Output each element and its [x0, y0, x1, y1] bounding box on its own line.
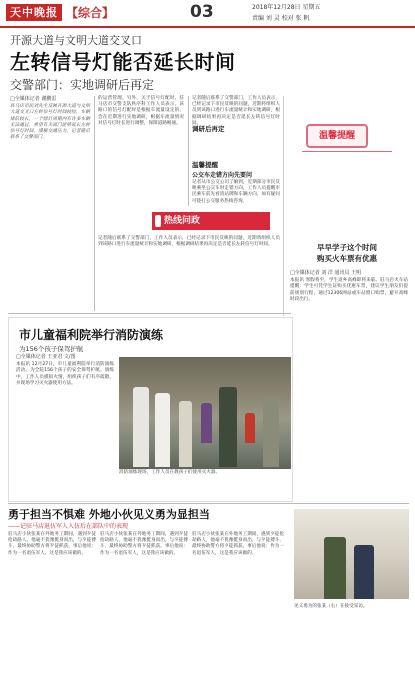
article3-text-col1: 驻马店小伙张某在外地务工期间，遇到歹徒抢劫路人，他毫不犹豫挺身而出，与歹徒搏斗，最终协助警方将歹徒抓获。事后他说：作为一名退伍军人，这是我应该做的。 [8, 532, 96, 556]
column-divider [188, 96, 189, 206]
photo-figure [133, 387, 149, 467]
lead-kicker: 开源大道与文明大道交叉口 [10, 34, 142, 47]
lead-headline: 左转信号灯能否延长时间 [10, 50, 236, 74]
lead-column-3-top: 记者随后联系了交警部门，工作人员表示，已经记录下市民反映的问题，近期将组织人员到该路口进行车流量统计和实地调研，根据调研结果再决定是否延长左转信号灯时间。 [192, 96, 280, 126]
subsection-title-1: 调研后再定 [192, 125, 225, 133]
photo-figure [179, 401, 192, 467]
page-number: 03 [190, 2, 214, 22]
photo-figure [201, 403, 212, 443]
issue-date: 2018年12月28日 星期五 [252, 4, 321, 11]
photo-figure [354, 545, 374, 599]
article3-subtitle: ——记驻马店退伍军人入伍后在部队中的表现 [8, 523, 129, 530]
volunteer-photo-caption: 见义勇为的张某（右）在接受采访。 [294, 604, 368, 609]
banner-article-text: 记者随后联系了交警部门，工作人员表示，已经记录下市民反映的问题，近期将组织人员到该路口进行车流量统计和实地调研，根据调研结果再决定是否延长左转信号灯时间。 [98, 236, 280, 248]
right-column-text [290, 270, 408, 504]
badge-rule [302, 151, 392, 152]
photo-figure [155, 393, 170, 467]
fire-extinguisher [245, 413, 255, 443]
article2-title: 市儿童福利院举行消防演练 [19, 328, 164, 342]
section-divider [8, 503, 409, 504]
right-byline: □全媒体记者 刘 洋 通讯员 王明 [290, 270, 362, 276]
staff-line: 责编 刘 灵 校对 张 帆 [252, 15, 310, 22]
photo-figure [219, 387, 237, 467]
subsection-title-3: 公交车走错方向先要问 [192, 172, 253, 179]
lead-text-1: 驻马店市民刘先生反映开源大道与文明大道交叉口左转信号灯时间较短，车辆排队较长，一个绿灯周期内有许多车辆无法通过，希望有关部门能够延长左转信号灯时间，缓解交通压力。记者随后联系了交警部门。 [10, 104, 90, 141]
article3-title: 勇于担当不惧难 外地小伙见义勇为显担当 [8, 508, 210, 521]
warning-graphic [286, 116, 408, 236]
fire-drill-caption: 消防演练现场，工作人员在教孩子们使用灭火器。 [119, 470, 221, 475]
lead-column-2: 的运营管理。另外，关于信号灯配时，驻马店市交警支队秩序科工作人员表示，该路口的信号灯配时是根据车流量设定的，会在近期进行实地调研，根据车流量情况对信号灯时长进行调整，保障道路畅通。 [98, 96, 184, 126]
photo-figure [324, 537, 346, 599]
banner-title: 热线问政 [164, 216, 201, 226]
article2-body: 本报讯 12月27日，市儿童福利院举行消防演练活动，为全院156个孩子的安全保驾护航。演练中，工作人员模拟火情，组织孩子们有序疏散，并现场学习灭火器使用方法。 [16, 362, 114, 386]
right-headline: 早早学子这个时间 购买火车票有优惠 [317, 243, 377, 263]
article3-text-col2: 驻马店小伙张某在外地务工期间，遇到歹徒抢劫路人，他毫不犹豫挺身而出，与歹徒搏斗，最终协助警方将歹徒抓获。事后他说：作为一名退伍军人，这是我应该做的。 [100, 532, 188, 556]
hotline-banner [152, 212, 270, 230]
fire-drill-photo [119, 357, 291, 469]
section-label: 【综合】 [66, 6, 115, 20]
newspaper-logo: 天中晚报 [6, 4, 62, 21]
lead-column-1 [10, 96, 90, 311]
photo-figure [263, 397, 279, 467]
column-divider [283, 96, 284, 316]
volunteer-photo [294, 509, 409, 599]
lead-column-4: 记者从市公交公司了解到，近期部分市民反映乘坐公交车时走错方向，工作人员提醒市民乘车前先看清站牌和车辆方向，如有疑问可拨打公交服务热线咨询。 [192, 180, 280, 204]
section-divider [8, 313, 291, 314]
phone-icon [155, 215, 161, 227]
subsection-title-2: 温馨提醒 [192, 161, 218, 169]
warning-badge: 温馨提醒 [306, 124, 368, 148]
column-divider [94, 96, 95, 311]
lead-byline: □全媒体记者 谢鹏雷 [10, 96, 57, 102]
lead-subhead: 交警部门：实地调研后再定 [10, 78, 155, 92]
article2-byline: □全媒体记者 王亚君 文/图 [16, 354, 76, 360]
article2-subtitle: 为156个孩子保驾护航 [19, 345, 84, 353]
article3-text-col3: 驻马店小伙张某在外地务工期间，遇到歹徒抢劫路人，他毫不犹豫挺身而出，与歹徒搏斗，最终协助警方将歹徒抓获。事后他说：作为一名退伍军人，这是我应该做的。 [192, 532, 284, 556]
right-body: 本报讯 寒假将至，学生返乡高峰即将来临。驻马店火车站提醒：学生可凭学生证购买优惠车票，建议学生朋友们提前规划行程，通过12306网站或车站窗口购票，避开高峰时段出行。 [290, 278, 408, 302]
masthead [0, 0, 415, 28]
article2-text [16, 354, 114, 496]
